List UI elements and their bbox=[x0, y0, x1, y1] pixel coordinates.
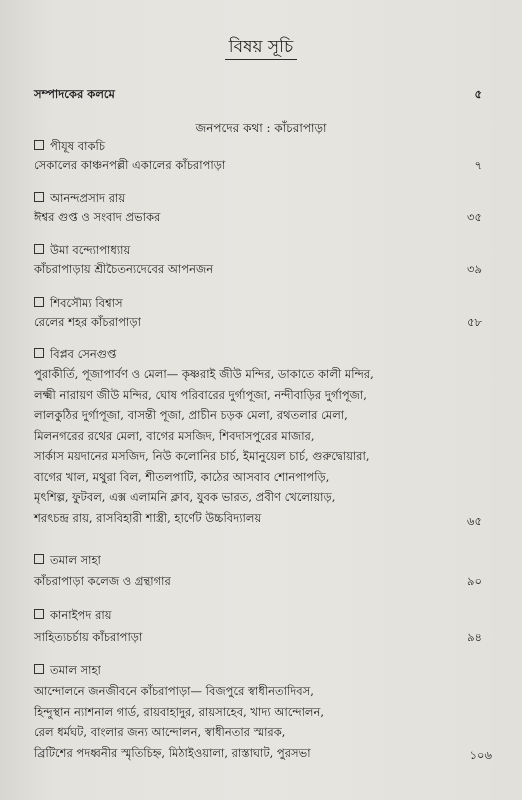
author-name: আনন্দপ্রসাদ রায় bbox=[50, 191, 126, 205]
checkbox-icon bbox=[34, 140, 44, 150]
checkbox-icon bbox=[34, 609, 44, 619]
entry-page-number: ৩৯ bbox=[467, 262, 482, 276]
entry-line: সার্কাস ময়দানের মসজিদ, নিউ কলোনির চার্চ, ইমানুয়েল চার্চ, গুরুদ্বোয়ারা, bbox=[34, 449, 370, 463]
entry-title: ঈশ্বর গুপ্ত ও সংবাদ প্রভাকর bbox=[34, 210, 161, 224]
entry-page-number: ১০৬ bbox=[469, 748, 492, 762]
entry-title: কাঁচরাপাড়া কলেজ ও গ্রন্থাগার bbox=[34, 574, 171, 588]
entry-title: সাহিত্যচর্চায় কাঁচরাপাড়া bbox=[34, 630, 143, 644]
checkbox-icon bbox=[34, 192, 44, 202]
entry-line: হিন্দুস্থান ন্যাশনাল গার্ড, রায়বাহাদুর, রায়সাহেব, খাদ্য আন্দোলন, bbox=[34, 704, 325, 719]
entry-title: রেলের শহর কাঁচরাপাড়া bbox=[34, 315, 141, 329]
editorial-label: সম্পাদকের কলমে bbox=[34, 87, 115, 101]
author-name: বিপ্লব সেনগুপ্ত bbox=[50, 347, 117, 361]
entry-line: মৃৎশিল্প, ফুটবল, এক্স এলামনি ক্লাব, যুবক ভারত, প্রবীণ খেলোয়াড়, bbox=[34, 490, 336, 504]
entry-line: আন্দোলনে জনজীবনে কাঁচরাপাড়া— বিজপুরে স্বাধীনতাদিবস, bbox=[34, 684, 314, 698]
entry-author bbox=[34, 346, 116, 362]
entry-row bbox=[34, 209, 482, 225]
entry-line: শরৎচন্দ্র রায়, রাসবিহারী শাস্ত্রী, হার্ণেট উচ্চবিদ্যালয় bbox=[34, 510, 262, 525]
author-name: পীযূষ বাকচি bbox=[50, 139, 105, 153]
section-heading: জনপদের কথা : কাঁচরাপাড়া bbox=[195, 121, 327, 135]
entry-page-number: ৯৪ bbox=[467, 630, 482, 644]
entry-page-number: ৭ bbox=[474, 158, 482, 172]
author-name: শিবসৌম্য বিশ্বাস bbox=[50, 296, 123, 310]
checkbox-icon bbox=[34, 244, 44, 254]
author-name: তমাল সাহা bbox=[50, 663, 101, 677]
entry-line: লালকুঠির দুর্গাপূজা, বাসন্তী পূজা, প্রাচীন চড়ক মেলা, রথতলার মেলা, bbox=[34, 408, 348, 422]
entry-line: পুরাকীর্তি, পূজাপার্বণ ও মেলা— কৃষ্ণরাই জীউ মন্দির, ডাকাতে কালী মন্দির, bbox=[34, 367, 374, 381]
checkbox-icon bbox=[34, 348, 44, 358]
entry-page-number: ৯০ bbox=[467, 574, 482, 588]
entry-line: রেল ধর্মঘট, বাংলার জন্য আন্দোলন, স্বাধীনতার স্মারক, bbox=[34, 725, 286, 739]
entry-row bbox=[34, 314, 482, 330]
entry-row bbox=[34, 261, 482, 277]
entry-page-number: ৬৫ bbox=[467, 514, 482, 528]
entry-title: কাঁচরাপাড়ায় শ্রীচৈতন্যদেবের আপনজন bbox=[34, 262, 214, 276]
entry-line: লক্ষ্মী নারায়ণ জীউ মন্দির, ঘোষ পরিবারের দুর্গাপূজা, নন্দীবাড়ির দুর্গাপূজা, bbox=[34, 387, 367, 402]
entry-paragraph bbox=[34, 681, 496, 763]
page-title-text: বিষয় সূচি bbox=[225, 37, 297, 60]
author-name: উমা বন্দ্যোপাধ্যায় bbox=[50, 243, 131, 257]
entry-author bbox=[34, 242, 130, 258]
entry-author bbox=[34, 295, 123, 311]
entry-author bbox=[34, 552, 101, 568]
entry-page-number: ৩৫ bbox=[467, 210, 482, 224]
editorial-page-number: ৫ bbox=[474, 87, 482, 101]
page-title bbox=[0, 36, 522, 58]
entry-row bbox=[34, 573, 482, 589]
entry-row bbox=[34, 629, 482, 645]
entry-line: ব্রিটিশের পদধ্বনীর স্মৃতিচিহ্ন, মিঠাইওয়ালা, রাস্তাঘাট, পুরসভা bbox=[34, 745, 311, 760]
author-name: কানাইপদ রায় bbox=[50, 608, 112, 622]
entry-author bbox=[34, 662, 101, 678]
entry-paragraph bbox=[34, 364, 496, 528]
entry-author bbox=[34, 607, 112, 623]
author-name: তমাল সাহা bbox=[50, 553, 101, 567]
entry-row bbox=[34, 157, 482, 173]
entry-author bbox=[34, 190, 125, 206]
checkbox-icon bbox=[34, 297, 44, 307]
entry-line: বাগের খাল, মথুরা বিল, শীতলপাটি, কাঠের আসবাব শোনপাপড়ি, bbox=[34, 469, 330, 484]
entry-author bbox=[34, 138, 105, 154]
editorial-row bbox=[34, 86, 482, 102]
checkbox-icon bbox=[34, 664, 44, 674]
entry-line: মিলনগরের রথের মেলা, বাগের মসজিদ, শিবদাসপুরের মাজার, bbox=[34, 428, 315, 443]
checkbox-icon bbox=[34, 554, 44, 564]
entry-page-number: ৫৮ bbox=[467, 315, 482, 329]
entry-title: সেকালের কাঞ্চনপল্লী একালের কাঁচরাপাড়া bbox=[34, 158, 226, 172]
